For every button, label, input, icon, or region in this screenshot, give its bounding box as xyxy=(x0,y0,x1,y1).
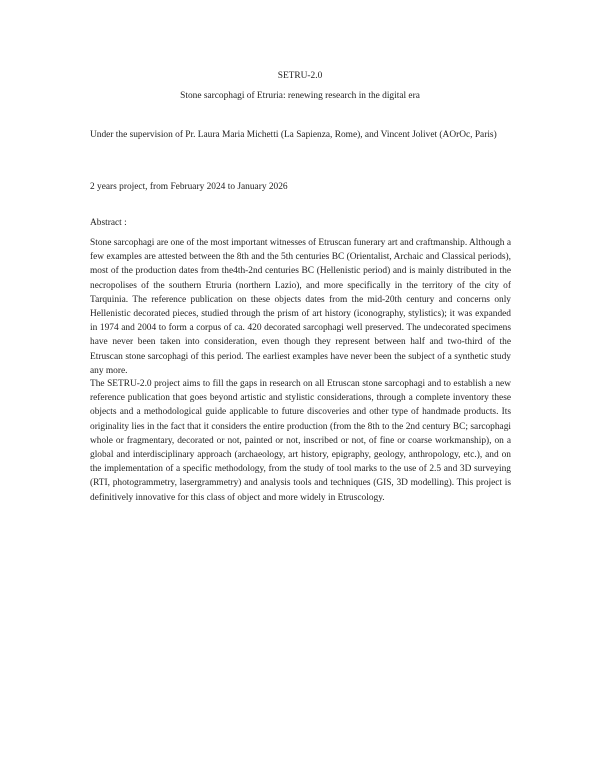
project-duration: 2 years project, from February 2024 to January 2026 xyxy=(90,182,288,192)
abstract-paragraph-1: Stone sarcophagi are one of the most important witnesses of Etruscan funerary art and craftmanship. Although a few examples are attested between the 8th and the 5th centuries BC (Orientalist, Archaic and Classical periods), most of the production dates from the4th-2nd centuries BC (Hellenistic period) and is mainly distributed in the necropolises of the southern Etruria (northern Lazio), and more specifically in the territory of the city of Tarquinia. The reference publication on these objects dates from the mid-20th century and concerns only Hellenistic decorated pieces, studied through the prism of art history (iconography, stylistics); it was expanded in 1974 and 2004 to form a corpus of ca. 420 decorated sarcophagi well preserved. The undecorated specimens have never been taken into consideration, even though they represent between half and two-third of the Etruscan stone sarcophagi of this period. The earliest examples have never been the subject of a synthetic study any more. xyxy=(90,238,511,376)
abstract-heading: Abstract : xyxy=(90,218,127,228)
abstract-paragraph-2: The SETRU-2.0 project aims to fill the gaps in research on all Etruscan stone sarcophagi and to establish a new reference publication that goes beyond artistic and stylistic considerations, through a complete inventory these objects and a methodological guide applicable to future discoveries and other type of handmade products. Its originality lies in the fact that it considers the entire production (from the 8th to the 2nd century BC; sarcophagi whole or fragmentary, decorated or not, painted or not, inscribed or not, of fine or coarse workmanship), on a global and interdisciplinary approach (archaeology, art history, epigraphy, geology, anthropology, etc.), and on the implementation of a specific methodology, from the study of tool marks to the use of 2.5 and 3D surveying (RTI, photogrammetry, lasergrammetry) and analysis tools and techniques (GIS, 3D modelling). This project is definitively innovative for this class of object and more widely in Etruscology. xyxy=(90,379,511,503)
project-code-title: SETRU-2.0 xyxy=(277,71,323,81)
project-subtitle: Stone sarcophagi of Etruria: renewing research in the digital era xyxy=(180,91,420,101)
supervision-statement: Under the supervision of Pr. Laura Maria Michetti (La Sapienza, Rome), and Vincent Jolivet (AOrOc, Paris) xyxy=(90,130,497,140)
